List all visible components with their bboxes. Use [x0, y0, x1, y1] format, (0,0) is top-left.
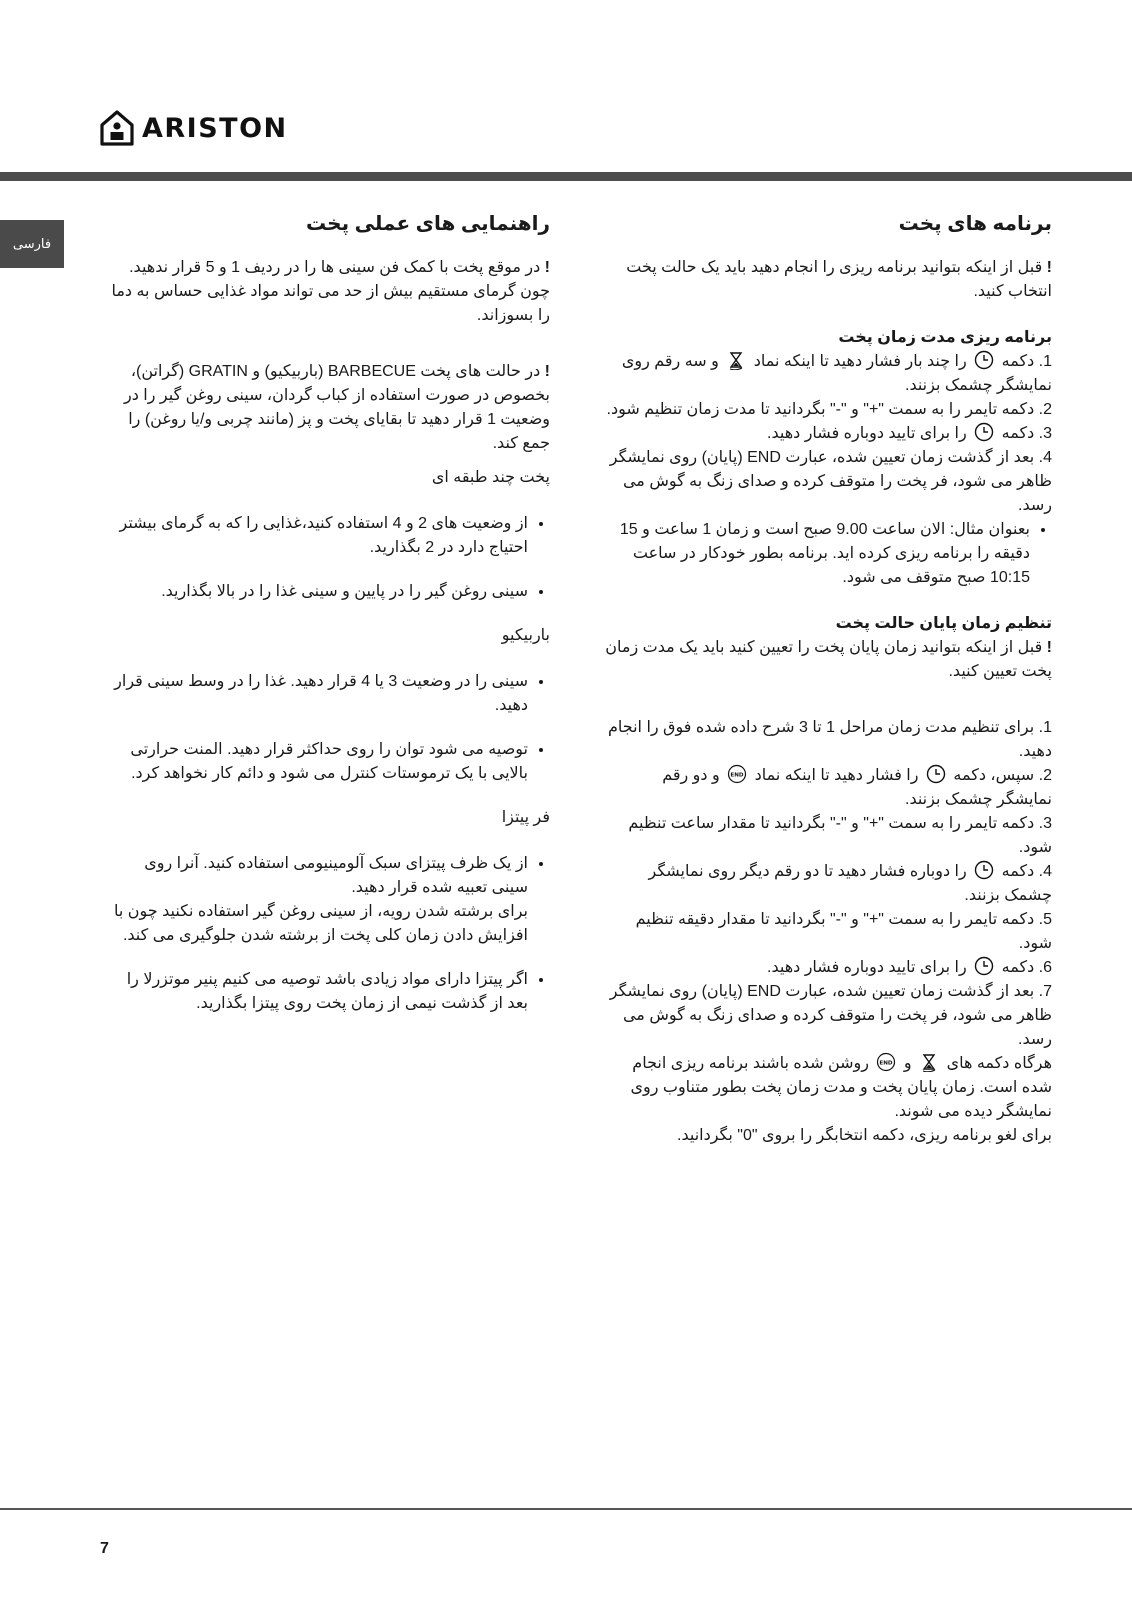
- header-divider: [0, 172, 1132, 181]
- hourglass-icon: [919, 1052, 939, 1072]
- brand-name: ARISTON: [142, 112, 288, 144]
- list-item: • سینی روغن گیر را در پایین و سینی غذا را در بالا بگذارید.: [108, 580, 528, 604]
- step: 6. دکمه را برای تایید دوباره فشار دهید.: [605, 956, 1052, 980]
- step: 4. بعد از گذشت زمان تعیین شده، عبارت END (پایان) روی نمایشگر ظاهر می شود، فر پخت را متوقف کرده و صدای زنگ به گوش می رسد.: [609, 449, 1052, 514]
- end-icon: [876, 1052, 896, 1072]
- cancel-note: برای لغو برنامه ریزی، دکمه انتخابگر را بروی "0" بگردانید.: [677, 1127, 1052, 1144]
- list-item: • توصیه می شود توان را روی حداکثر قرار دهید. المنت حرارتی بالایی با یک ترموستات کنترل می شود و دائم کار نخواهد کرد.: [108, 738, 528, 786]
- programming-title: برنامه های پخت: [898, 213, 1052, 235]
- step: 5. دکمه تایمر را به سمت "+" و "-" بگردانید تا مقدار دقیقه تنظیم شود.: [635, 911, 1052, 952]
- duration-heading: برنامه ریزی مدت زمان پخت: [838, 329, 1052, 346]
- brand-logo: [100, 108, 288, 148]
- tips-title: راهنمایی های عملی پخت: [305, 213, 550, 235]
- programming-column: [605, 210, 1052, 1148]
- tips-note-fan: ! در موقع پخت با کمک فن سینی ها را در ردیف 1 و 5 قرار ندهید. چون گرمای مستقیم بیش از حد می تواند مواد غذایی حساس به دما را بسوزاند.: [111, 259, 550, 324]
- warning-mark: !: [540, 259, 550, 276]
- step: 2. سپس، دکمه را فشار دهید تا اینکه نماد و دو رقم نمایشگر چشمک بزنند.: [605, 764, 1052, 812]
- hourglass-icon: [726, 350, 746, 370]
- end-icon: [727, 764, 747, 784]
- pizza-list: [108, 852, 550, 1016]
- example-list: [605, 518, 1052, 590]
- footer-divider: [0, 1508, 1132, 1510]
- pizza-heading: فر پیتزا: [501, 809, 550, 826]
- list-item: • اگر پیتزا دارای مواد زیادی باشد توصیه می کنیم پنیر موتزرلا را بعد از گذشت نیمی از زمان پخت روی پیتزا بگذارید.: [108, 968, 528, 1016]
- end-time-steps: [605, 716, 1052, 1052]
- step: 4. دکمه را دوباره فشار دهید تا دو رقم دیگر روی نمایشگر چشمک بزنند.: [605, 860, 1052, 908]
- step: 7. بعد از گذشت زمان تعیین شده، عبارت END (پایان) روی نمایشگر ظاهر می شود، فر پخت را متوقف کرده و صدای زنگ به گوش می رسد.: [609, 983, 1052, 1048]
- tips-note-barbecue: ! در حالت های پخت BARBECUE (باربیکیو) و GRATIN (گراتن)، بخصوص در صورت استفاده از کباب گردان، سینی روغن گیر را در وضعیت 1 قرار دهید تا بقایای پخت و پز (مانند چربی و/یا روغن) را جمع کند.: [124, 363, 550, 452]
- programming-intro: ! قبل از اینکه بتوانید برنامه ریزی را انجام دهید باید یک حالت پخت انتخاب کنید.: [626, 259, 1052, 300]
- step: 2. دکمه تایمر را به سمت "+" و "-" بگردانید تا مدت زمان تنظیم شود.: [606, 401, 1052, 418]
- page-number: 7: [100, 1540, 109, 1557]
- clock-icon: [974, 350, 994, 370]
- clock-icon: [926, 764, 946, 784]
- programming-status-note: هرگاه دکمه های و روشن شده باشند برنامه ریزی انجام شده است. زمان پایان پخت و مدت زمان پخت بطور متناوب روی نمایشگر دیده می شوند.: [605, 1052, 1052, 1124]
- step: 1. دکمه را چند بار فشار دهید تا اینکه نماد و سه رقم روی نمایشگر چشمک بزنند.: [605, 350, 1052, 398]
- list-item: • از وضعیت های 2 و 4 استفاده کنید،غذایی را که به گرمای بیشتر احتیاج دارد در 2 بگذارید.: [108, 512, 528, 560]
- house-logo-icon: [100, 110, 134, 146]
- language-tab: فارسی: [0, 220, 64, 268]
- multilevel-list: [108, 512, 550, 604]
- tips-column: [108, 210, 550, 1036]
- list-item: • سینی را در وضعیت 3 یا 4 قرار دهید. غذا را در وسط سینی قرار دهید.: [108, 670, 528, 718]
- example-item: • بعنوان مثال: الان ساعت 9.00 صبح است و زمان 1 ساعت و 15 دقیقه را برنامه ریزی کرده اید. برنامه بطور خودکار در ساعت 10:15 صبح متوقف می شود.: [605, 518, 1030, 590]
- multilevel-heading: پخت چند طبقه ای: [431, 469, 550, 486]
- clock-icon: [974, 956, 994, 976]
- barbecue-heading: باربیکیو: [501, 627, 550, 644]
- warning-mark: !: [540, 363, 550, 380]
- step: 1. برای تنظیم مدت زمان مراحل 1 تا 3 شرح داده شده فوق را انجام دهید.: [607, 719, 1052, 760]
- warning-mark: !: [1042, 259, 1052, 276]
- list-item: • از یک ظرف پیتزای سبک آلومینیومی استفاده کنید. آنرا روی سینی تعبیه شده قرار دهید. برای برشته شدن رویه، از سینی روغن گیر استفاده نکنید چون با افزایش دادن زمان کلی پخت از برشته شدن جلوگیری می کند.: [108, 852, 528, 948]
- end-time-heading: تنظیم زمان پایان حالت پخت: [835, 615, 1052, 632]
- clock-icon: [974, 422, 994, 442]
- clock-icon: [974, 860, 994, 880]
- duration-steps: [605, 350, 1052, 518]
- step: 3. دکمه تایمر را به سمت "+" و "-" بگردانید تا مقدار ساعت تنظیم شود.: [628, 815, 1052, 856]
- barbecue-list: [108, 670, 550, 786]
- warning-mark: !: [1042, 639, 1052, 656]
- step: 3. دکمه را برای تایید دوباره فشار دهید.: [605, 422, 1052, 446]
- end-time-intro: ! قبل از اینکه بتوانید زمان پایان پخت را تعیین کنید باید یک مدت زمان پخت تعیین کنید.: [605, 639, 1052, 680]
